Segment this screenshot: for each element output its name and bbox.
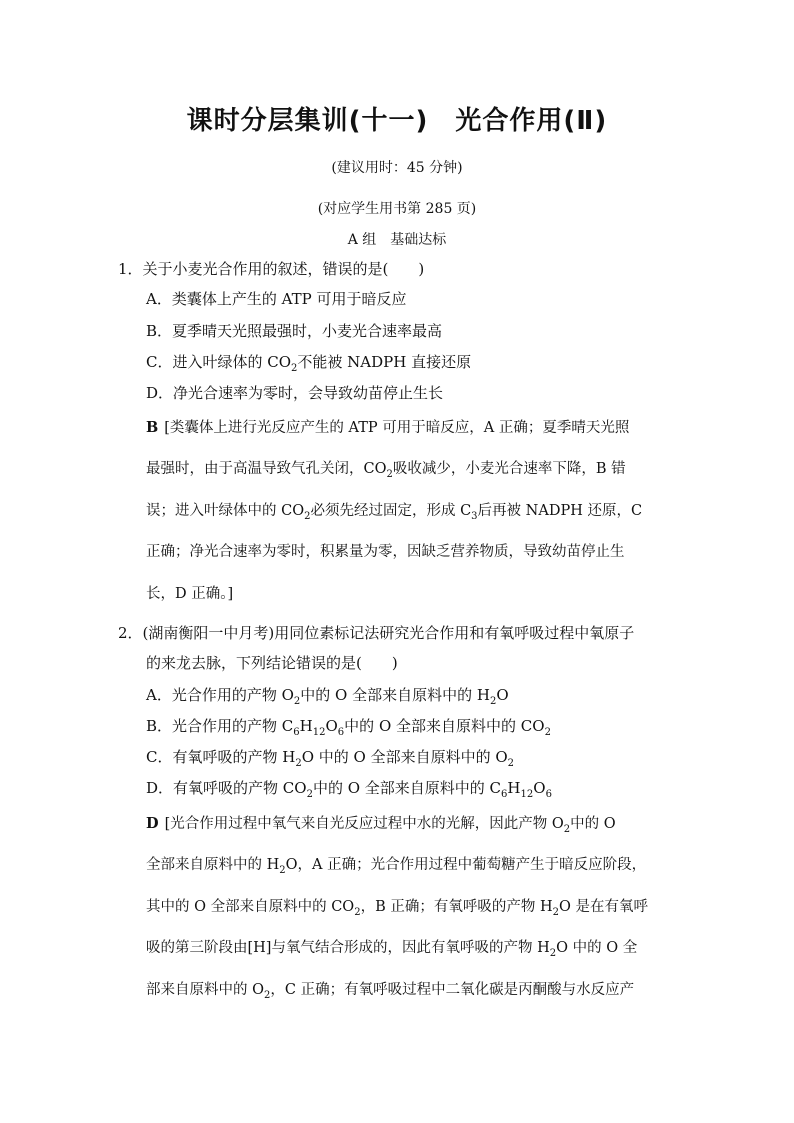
page-title: 课时分层集训(十一) 光合作用(Ⅱ): [186, 106, 608, 136]
q1-answer-line-3: 误；进入叶绿体中的 $CO_2$必须先经过固定，形成 $C_3$后再被 NADPH 还原，C: [146, 503, 643, 522]
q2-answer-letter: D: [146, 815, 159, 832]
q2-option-b: B．光合作用的产物 $C_6H_{12}O_6$中的 O 全部来自原料中的 $CO_2$: [146, 717, 551, 738]
q1-stem: 1．关于小麦光合作用的叙述，错误的是( ): [118, 260, 425, 278]
q1-answer-line-4: 正确；净光合速率为零时，积累量为零，因缺乏营养物质，导致幼苗停止生: [146, 544, 625, 560]
q1-answer-line-1: B [类囊体上进行光反应产生的 ATP 可用于暗反应，A 正确；夏季晴天光照: [146, 419, 630, 436]
q2-answer-line-1: D [光合作用过程中氧气来自光反应过程中水的光解，因此产物 $O_2$中的 O: [146, 815, 616, 835]
book-reference: (对应学生用书第 285 页): [317, 201, 477, 217]
q1-option-c: C．进入叶绿体的 $CO_2$不能被 NADPH 直接还原: [146, 353, 472, 374]
time-note: (建议用时：45 分钟): [331, 160, 463, 176]
q2-option-c: C．有氧呼吸的产物 $H_2O$ 中的 O 全部来自原料中的 $O_2$: [146, 748, 515, 769]
q1-option-d: D．净光合速率为零时，会导致幼苗停止生长: [146, 384, 444, 402]
q2-answer-line-3: 其中的 O 全部来自原料中的 $CO_2$，B 正确；有氧呼吸的产物 $H_2O$ 是在有氧呼: [146, 899, 648, 918]
q2-option-d: D．有氧呼吸的产物 $CO_2$中的 O 全部来自原料中的 $C_6H_{12}O_6$: [146, 779, 552, 800]
q1-answer-letter: B: [146, 419, 159, 436]
q1-option-a: A．类囊体上产生的 ATP 可用于暗反应: [146, 290, 407, 308]
q2-answer-line-5: 部来自原料中的 $O_2$，C 正确；有氧呼吸过程中二氧化碳是丙酮酸与水反应产: [146, 982, 635, 1001]
q1-answer-line-5: 长，D 正确。]: [146, 586, 234, 602]
q2-stem-line-2: 的来龙去脉，下列结论错误的是( ): [146, 654, 398, 672]
q2-answer-line-4: 吸的第三阶段由[H]与氧气结合形成的，因此有氧呼吸的产物 $H_2O$ 中的 O 全: [146, 940, 638, 959]
q2-stem-line-1: 2．(湖南衡阳一中月考)用同位素标记法研究光合作用和有氧呼吸过程中氧原子: [118, 624, 635, 642]
q2-answer-line-2: 全部来自原料中的 $H_2O$，A 正确；光合作用过程中葡萄糖产生于暗反应阶段，: [146, 857, 647, 876]
group-label: A 组 基础达标: [347, 232, 447, 248]
q1-answer-line-2: 最强时，由于高温导致气孔关闭，$CO_2$吸收减少，小麦光合速率下降，B 错: [146, 461, 626, 480]
q2-option-a: A．光合作用的产物 $O_2$中的 O 全部来自原料中的 $H_2O$: [146, 686, 509, 707]
q1-option-b: B．夏季晴天光照最强时，小麦光合速率最高: [146, 322, 443, 340]
